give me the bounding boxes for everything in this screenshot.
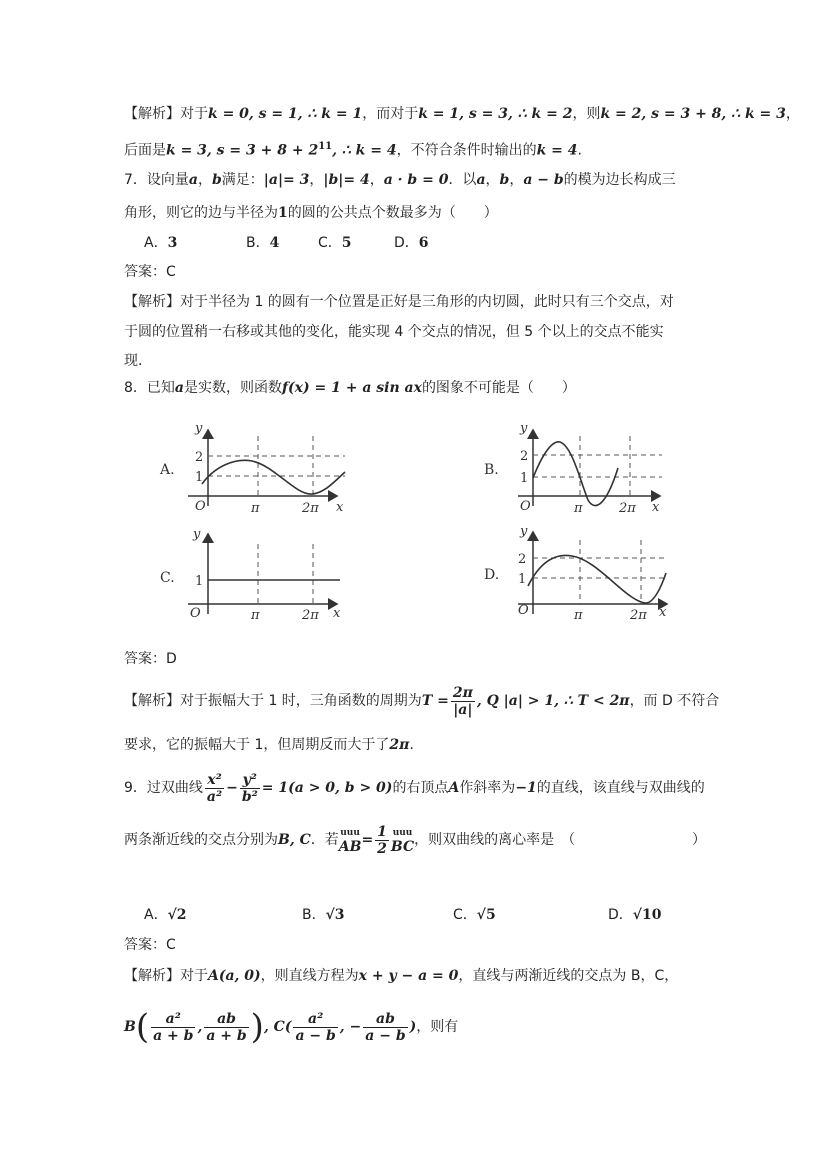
tick-pi: π: [251, 501, 260, 516]
text: 满足：: [221, 172, 264, 188]
text: 后面是: [124, 142, 166, 159]
text: 要求，它的振幅大于 1，但周期反而大于了: [124, 737, 390, 753]
vector-mark: uuu: [340, 828, 360, 838]
math: 1: [278, 205, 288, 221]
text: ．以: [448, 172, 477, 188]
math: 2π: [389, 737, 410, 753]
sol6-line1: [124, 104, 800, 124]
q8-sol-line1: [124, 680, 719, 722]
option-label: D．: [608, 907, 633, 923]
origin-label: O: [520, 499, 531, 514]
frac-den: a + b: [153, 1027, 194, 1044]
frac-den: |a|: [453, 701, 473, 718]
math: −: [226, 780, 238, 796]
option-label: C．: [453, 907, 477, 923]
math: k = 3, s = 3 + 8 + 2: [166, 142, 319, 159]
math: B, C: [278, 832, 311, 848]
text: 过双曲线: [146, 780, 203, 796]
origin-label: O: [195, 499, 206, 514]
text: 对于半径为 1 的圆有一个位置是正好是三角形的内切圆，此时只有三个交点，对: [180, 294, 674, 310]
math: a: [188, 172, 198, 188]
half-fraction: [375, 824, 389, 857]
frac-num: a²: [151, 1011, 195, 1028]
math: a: [174, 380, 184, 396]
solution-tag: 【解析】: [124, 106, 180, 122]
option-value: √5: [476, 907, 496, 923]
q7-sol-line3: 现．: [124, 353, 152, 369]
math: , ∴ k = 4: [332, 142, 397, 159]
text: ，则双曲线的离心率是 （: [414, 832, 576, 848]
q7-option-c: [318, 233, 352, 253]
coord-frac: [204, 1011, 248, 1044]
math: k = 4: [536, 142, 578, 159]
vector-bc: [391, 826, 414, 854]
text: ，而 D 不符合: [629, 693, 720, 709]
frac-num: 1: [377, 823, 387, 840]
text: 的直线，该直线与双曲线的: [536, 780, 705, 796]
solution-tag: 【解析】: [124, 294, 180, 310]
math: |a|= 3: [263, 172, 310, 188]
tick-pi: π: [574, 501, 583, 516]
q8-answer: 答案：D: [124, 651, 177, 667]
tick-1: 1: [195, 470, 204, 485]
math: =: [361, 832, 374, 848]
graph-a: [159, 421, 345, 516]
text: 对于: [180, 106, 208, 122]
q7-option-b: [246, 233, 279, 253]
tick-pi: π: [574, 608, 583, 623]
q8-graphs: [0, 412, 827, 642]
tick-2: 2: [518, 552, 527, 567]
option-label: B．: [302, 907, 326, 923]
question-number: 7．: [124, 172, 147, 188]
y-axis-label: y: [520, 421, 528, 436]
math: |b|= 4: [323, 172, 370, 188]
q7-sol-line2: 于圆的位置稍一右移或其他的变化，能实现 4 个交点的情况，但 5 个以上的交点不能实: [124, 324, 664, 340]
math: ,: [197, 1019, 203, 1035]
math: f(x) = 1 + a sin ax: [282, 380, 422, 396]
text: 的右顶点: [392, 780, 449, 796]
text: ，则直线方程为: [260, 968, 359, 984]
coord-frac: [363, 1011, 407, 1044]
q9-sol-line2: [124, 1004, 458, 1050]
tick-2pi: 2π: [302, 501, 319, 516]
q9-option-c: [453, 905, 496, 925]
option-label: A．: [144, 907, 168, 923]
frac-num: 2π: [452, 684, 473, 701]
text: 的圆的公共点个数最多为（ ）: [287, 205, 498, 221]
text: 已知: [146, 380, 175, 396]
math: BC: [390, 839, 415, 855]
vector-ab: [339, 826, 362, 854]
q9-close-paren: ）: [692, 832, 706, 848]
origin-label: O: [190, 606, 201, 621]
tick-1: 1: [518, 572, 527, 587]
frac-den: 2: [377, 840, 387, 857]
text: ，不符合条件时输出的: [396, 142, 537, 159]
frac-den: b²: [241, 788, 258, 805]
solution-tag: 【解析】: [124, 693, 180, 709]
math: x + y − a = 0: [358, 968, 459, 984]
q9-sol-line1: [124, 966, 678, 986]
graph-label-d: D.: [484, 567, 500, 583]
text: 是实数，则函数: [184, 380, 282, 396]
option-value: 5: [341, 235, 352, 251]
option-label: D．: [394, 235, 419, 251]
math: A(a, 0): [208, 968, 261, 984]
math: b: [499, 172, 510, 188]
x-axis-label: x: [336, 500, 344, 515]
graph-label-a: A.: [160, 462, 175, 478]
x-axis-label: x: [659, 605, 667, 620]
coord-frac: [293, 1011, 337, 1044]
math: AB: [338, 839, 362, 855]
text: ，则: [572, 106, 601, 122]
frac-num: ab: [363, 1011, 407, 1028]
x-axis-label: x: [333, 606, 341, 621]
tick-1: 1: [520, 471, 529, 486]
x-axis-label: x: [652, 500, 660, 515]
math: k = 1, s = 3, ∴ k = 2: [418, 106, 573, 122]
right-paren: ): [250, 1007, 264, 1047]
text: 作斜率为: [459, 780, 516, 796]
q7-sol-line1: [124, 292, 674, 312]
tick-pi: π: [251, 608, 260, 623]
math: ): [409, 1019, 417, 1035]
text: ，则有: [416, 1019, 459, 1035]
q7-line1: 7．设向量a，b满足：|a|= 3，|b|= 4，a · b = 0．以a，b，a − b的模为边长构成三: [124, 172, 676, 188]
coord-frac: [151, 1011, 195, 1044]
sol6-line2: [124, 137, 582, 161]
option-value: √2: [167, 907, 187, 923]
hyperbola-term-x: [205, 772, 224, 805]
math: , −: [339, 1019, 362, 1035]
text: 两条渐近线的交点分别为: [124, 832, 278, 848]
q9-option-a: [144, 905, 187, 925]
math: b: [212, 172, 222, 188]
tick-1: 1: [195, 574, 204, 589]
tick-2pi: 2π: [302, 608, 319, 623]
text: .: [409, 737, 414, 753]
text: 角形，则它的边与半径为: [124, 205, 278, 221]
math: a − b: [523, 172, 564, 188]
text: ，而对于: [362, 106, 419, 122]
math: , Q |a| > 1, ∴ T < 2π: [476, 693, 630, 709]
q7-option-a: [144, 233, 177, 253]
q8-sol-line2: [124, 735, 414, 755]
graph-b: [484, 421, 662, 516]
option-value: √3: [325, 907, 345, 923]
text: ，直线与两渐近线的交点为 B，C，: [458, 968, 679, 984]
math: k = 2, s = 3 + 8, ∴ k = 3: [600, 106, 786, 122]
text: ．若: [310, 832, 339, 848]
option-value: 4: [269, 235, 280, 251]
math: a · b = 0: [383, 172, 449, 188]
text: 的模为边长构成三: [563, 172, 676, 188]
tick-2: 2: [520, 449, 529, 464]
math: k = 0, s = 1, ∴ k = 1: [208, 106, 363, 122]
q9-option-b: [302, 905, 345, 925]
question-number: 8．: [124, 380, 147, 396]
text: 对于: [180, 968, 208, 984]
option-label: B．: [246, 235, 270, 251]
tick-2pi: 2π: [619, 501, 636, 516]
q9-option-d: [608, 905, 661, 925]
frac-num: a²: [293, 1011, 337, 1028]
solution-tag: 【解析】: [124, 968, 180, 984]
option-value: 3: [167, 235, 178, 251]
graph-d: [484, 524, 667, 623]
option-value: √10: [632, 907, 662, 923]
q9-answer: 答案：C: [124, 937, 176, 953]
frac-den: a − b: [295, 1027, 336, 1044]
question-number: 9．: [124, 780, 147, 796]
frac-num: ab: [204, 1011, 248, 1028]
frac-den: a − b: [365, 1027, 406, 1044]
tick-2: 2: [195, 450, 204, 465]
y-axis-label: y: [520, 524, 528, 539]
graph-label-c: C.: [160, 570, 175, 586]
q9-line1: [124, 766, 705, 810]
math-sup: 11: [318, 141, 333, 152]
q8-line1: [124, 378, 576, 398]
option-label: A．: [144, 235, 168, 251]
frac-num: y²: [240, 772, 260, 789]
q7-option-d: [394, 233, 429, 253]
math: , C(: [263, 1019, 292, 1035]
q7-line2: [124, 203, 498, 223]
q9-line2: [124, 818, 575, 862]
hyperbola-term-y: [240, 772, 260, 805]
frac-num: x²: [205, 772, 224, 789]
frac-den: a²: [206, 788, 223, 805]
option-value: 6: [418, 235, 429, 251]
period-fraction: [451, 685, 475, 718]
y-axis-label: y: [195, 421, 203, 436]
math: A: [448, 780, 460, 796]
frac-den: a + b: [206, 1027, 247, 1044]
text: .: [577, 142, 582, 159]
tick-2pi: 2π: [630, 608, 647, 623]
math: T =: [421, 693, 449, 709]
y-axis-label: y: [193, 527, 201, 542]
origin-label: O: [518, 603, 529, 618]
text: ，: [785, 106, 800, 122]
left-paren: (: [135, 1007, 150, 1047]
math: a: [476, 172, 486, 188]
graph-label-b: B.: [484, 462, 499, 478]
text: 设向量: [146, 172, 189, 188]
option-label: C．: [318, 235, 342, 251]
math: = 1(a > 0, b > 0): [261, 780, 393, 796]
text: 对于振幅大于 1 时，三角函数的周期为: [180, 693, 422, 709]
graph-c: [160, 527, 341, 623]
math: B: [124, 1019, 136, 1035]
text: ，: [198, 172, 212, 188]
text: 的图象不可能是（ ）: [421, 380, 576, 396]
math: −1: [515, 780, 537, 796]
vector-mark: uuu: [392, 828, 413, 838]
q7-answer: 答案：C: [124, 264, 176, 280]
